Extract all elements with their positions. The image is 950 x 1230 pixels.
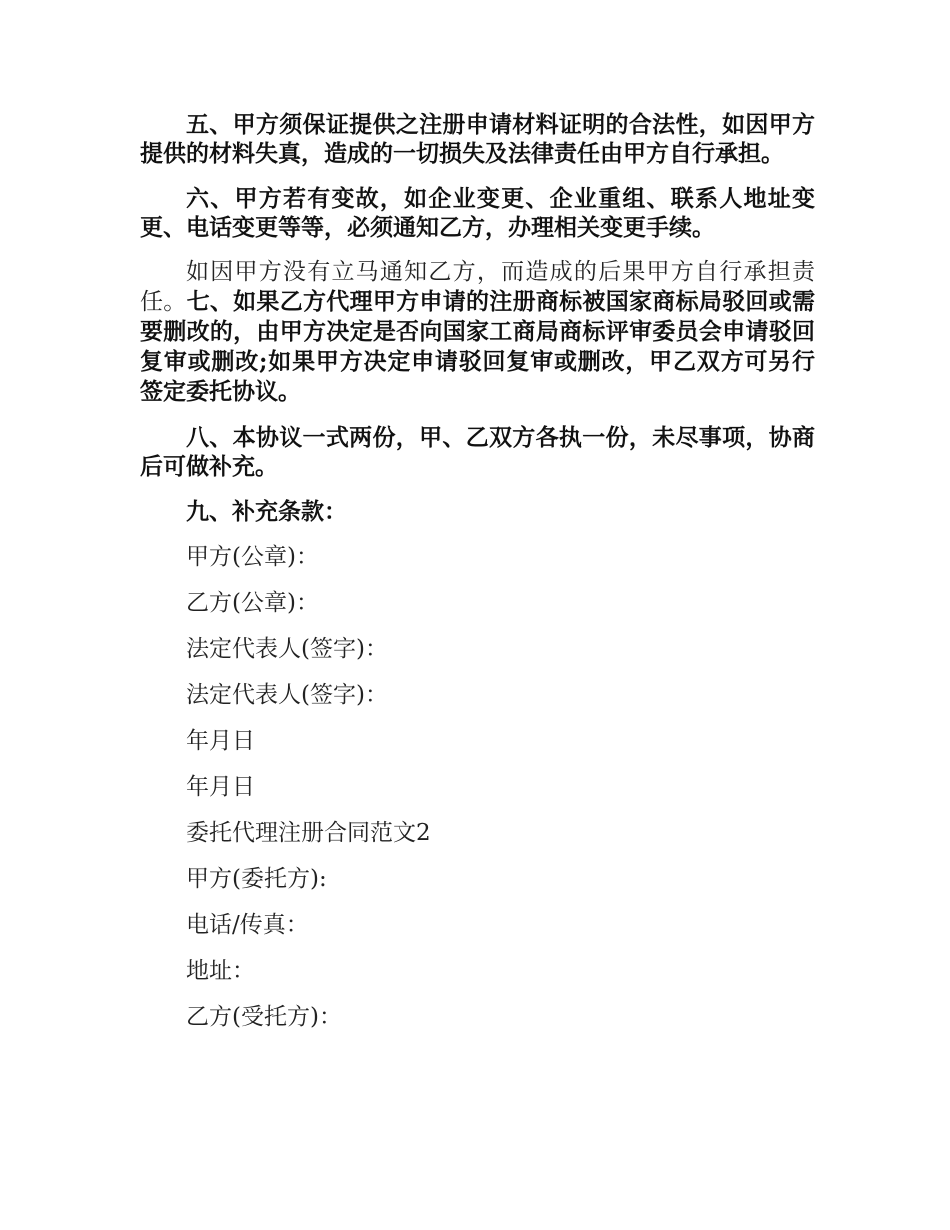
legal-rep-signature-b: 法定代表人(签字)： xyxy=(186,682,388,708)
party-b-agent: 乙方(受托方)： xyxy=(186,1004,342,1030)
clause-9: 九、补充条款： xyxy=(186,498,347,525)
clause-7-body: 七、如果乙方代理甲方申请的注册商标被国家商标局驳回或需要删改的，由甲方决定是否向国家工商局商标评审委员会申请驳回复审或删改;如果甲方决定申请驳回复审或删改，甲乙双方可另行签定委托协议。 xyxy=(140,288,816,405)
date-b: 年月日 xyxy=(186,774,255,800)
party-a-principal: 甲方(委托方): xyxy=(186,866,327,892)
clause-6: 六、甲方若有变故，如企业变更、企业重组、联系人地址变更、电话变更等等，必须通知乙方，办理相关变更手续。 xyxy=(140,185,815,241)
contract-title-2: 委托代理注册合同范文2 xyxy=(186,820,431,846)
clause-8: 八、本协议一式两份，甲、乙双方各执一份，未尽事项，协商后可做补充。 xyxy=(140,424,815,480)
party-b-seal: 乙方(公章)： xyxy=(186,590,319,616)
address: 地址： xyxy=(186,958,255,984)
legal-rep-signature-a: 法定代表人(签字)： xyxy=(186,636,388,662)
document-body xyxy=(140,110,815,1049)
clause-5: 五、甲方须保证提供之注册申请材料证明的合法性，如因甲方提供的材料失真，造成的一切损失及法律责任由甲方自行承担。 xyxy=(140,111,815,167)
date-a: 年月日 xyxy=(186,728,255,754)
clause-7 xyxy=(140,258,815,407)
party-a-seal: 甲方(公章)： xyxy=(186,544,319,570)
clause-7-intro: 如因甲方没有立马通知乙方，而造成的后果甲方自行承担责任。 xyxy=(140,259,815,315)
phone-fax: 电话/传真： xyxy=(186,912,309,938)
